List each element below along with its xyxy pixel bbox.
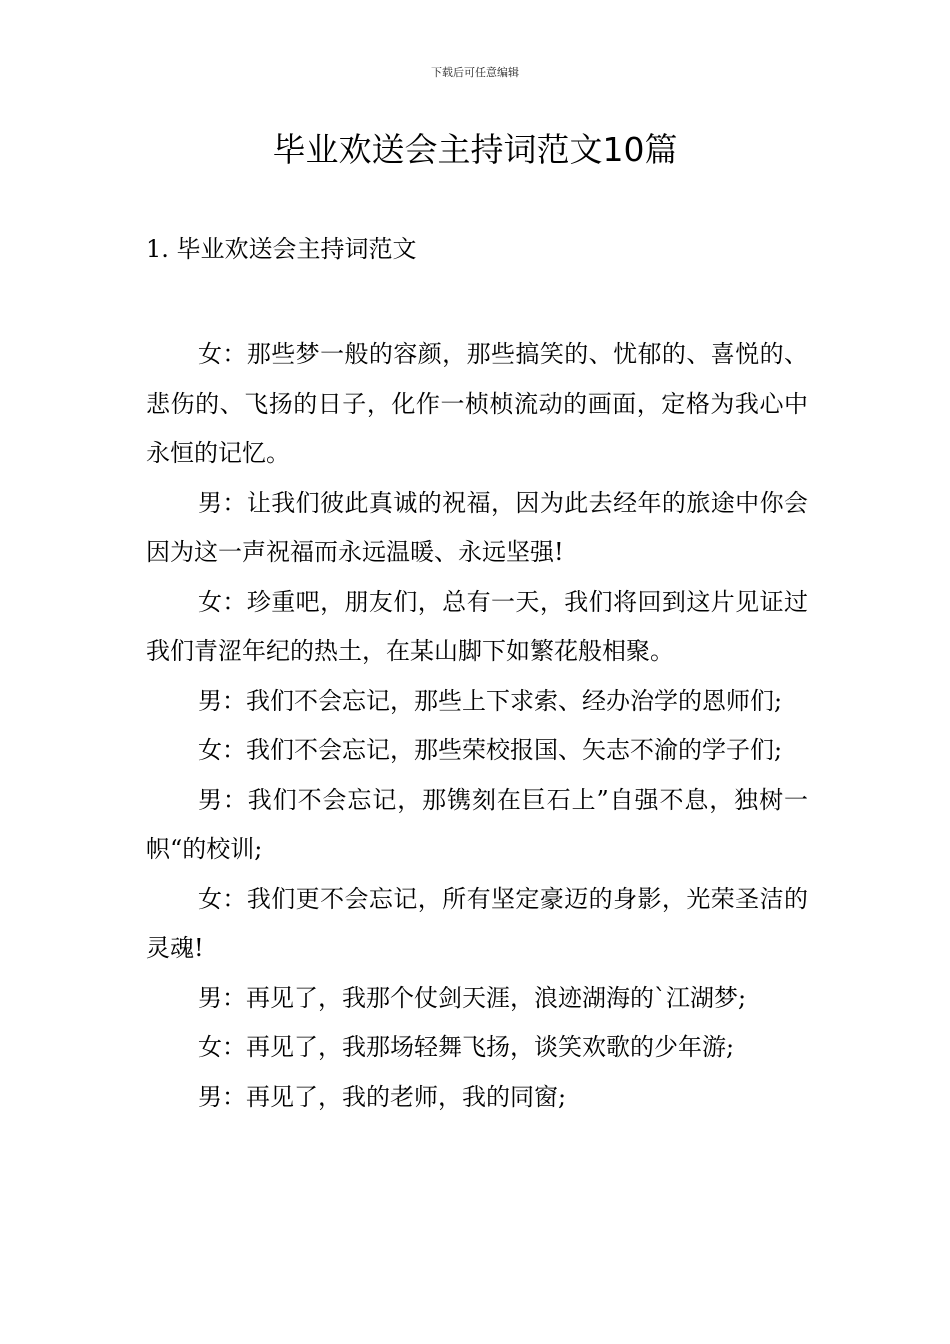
paragraph: 女：我们不会忘记，那些荣校报国、矢志不渝的学子们;: [198, 736, 783, 764]
paragraph: 女：那些梦一般的容颜，那些搞笑的、忧郁的、喜悦的、悲伤的、飞扬的日子，化作一桢桢流动的画面，定格为我心中永恒的记忆。: [146, 340, 808, 467]
paragraph: 女：再见了，我那场轻舞飞扬，谈笑欢歌的少年游;: [198, 1033, 735, 1061]
paragraph: 男：我们不会忘记，那镌刻在巨石上”自强不息，独树一帜“的校训;: [146, 785, 808, 863]
document-title: 毕业欢送会主持词范文10篇: [272, 130, 678, 169]
paragraph: 男：再见了，我的老师，我的同窗;: [198, 1082, 567, 1111]
body-text: [146, 330, 808, 1122]
paragraph: 男：我们不会忘记，那些上下求索、经办治学的恩师们;: [198, 686, 783, 715]
paragraph: 女：我们更不会忘记，所有坚定豪迈的身影，光荣圣洁的灵魂!: [146, 884, 808, 962]
header-note: 下载后可任意编辑: [431, 66, 519, 79]
paragraph: 男：再见了，我那个仗剑天涯，浪迹湖海的`江湖梦;: [198, 983, 747, 1012]
section-heading: 1. 毕业欢送会主持词范文: [146, 235, 417, 263]
paragraph: 男：让我们彼此真诚的祝福，因为此去经年的旅途中你会因为这一声祝福而永远温暖、永远坚强!: [146, 488, 808, 566]
paragraph: 女：珍重吧，朋友们，总有一天，我们将回到这片见证过我们青涩年纪的热土，在某山脚下如繁花般相聚。: [146, 587, 808, 665]
